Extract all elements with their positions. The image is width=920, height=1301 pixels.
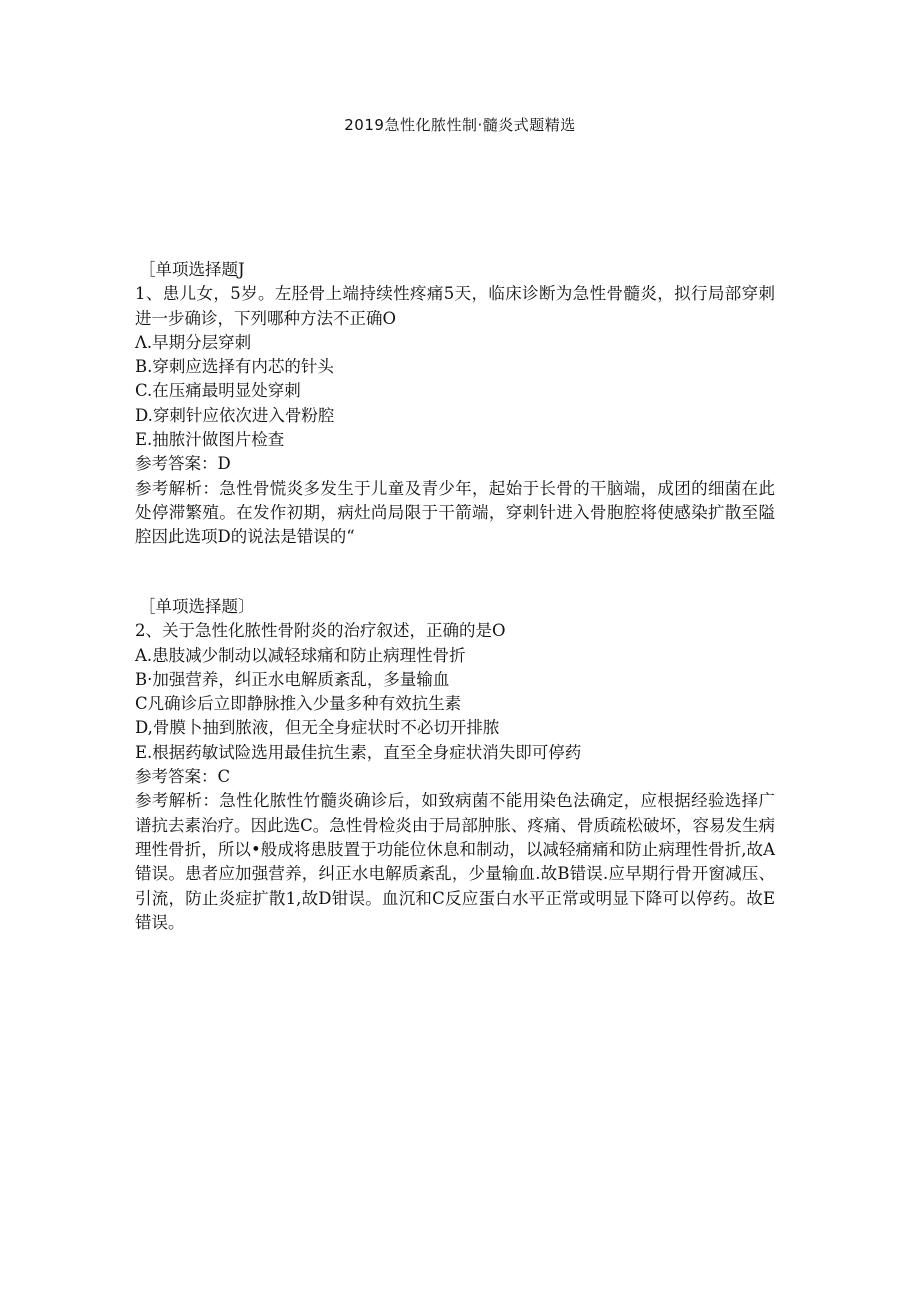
reference-answer: 参考答案：D <box>135 454 231 474</box>
option-d: D,骨膜卜抽到脓液，但无全身症状时不必切开排脓 <box>135 718 500 738</box>
reference-answer: 参考答案：C <box>135 767 231 787</box>
option-b: B.穿刺应选择有内芯的针头 <box>135 357 334 377</box>
page-title: 2019急性化脓性制·髓炎式题精选 <box>344 116 576 134</box>
question-type-label: ［单项选择题〕 <box>139 597 255 616</box>
question-block-1 <box>135 258 775 550</box>
question-type-label: ［单项选择题J <box>139 260 245 279</box>
option-a: Λ.早期分层穿刺 <box>135 332 252 352</box>
option-d: D.穿刺针应依次进入骨粉腔 <box>135 405 335 425</box>
option-b: B·加强营养，纠正水电解质紊乱，多量输血 <box>135 669 450 689</box>
answer-analysis: 参考解析：急性化脓性竹髓炎确诊后，如致病菌不能用染色法确定，应根据经验选择广谱抗去素治疗。因此选C。急性骨检炎由于局部肿胀、疼痛、骨质疏松破坏，容易发生病理性骨折，所以•般成将患肢置于功能位休息和制动，以减轻痛痛和防止病理性骨折,故A错误。患者应加强营养，纠正水电解质紊乱，少量输血.故B错误.应早期行骨开窗减压、引流，防止炎症扩散1,故D钳误。血沉和C反应蛋白水平正常或明显下降可以停药。故E错误。 <box>135 791 775 932</box>
option-a: A.患肢减少制动以减轻球痛和防止病理性骨折 <box>135 645 466 665</box>
question-block-2 <box>135 595 775 935</box>
option-e: E.抽脓汁做图片检查 <box>135 430 285 450</box>
answer-analysis: 参考解析：急性骨慌炎多发生于儿童及青少年，起始于长骨的干脑端，成团的细菌在此处停滞繁殖。在发作初期，病灶尚局限于干箭端，穿刺针进入骨胞腔将使感染扩散至隘腔因此选项D的说法是错误的“ <box>135 478 775 547</box>
option-c: C凡确诊后立即静脉推入少量多种有效抗生素 <box>135 694 462 714</box>
question-stem: 1、患儿女，5岁。左胫骨上端持续性疼痛5天，临床诊断为急性骨髓炎，拟行局部穿刺进一步确诊，下列哪种方法不正确O <box>135 284 775 328</box>
question-stem: 2、关于急性化脓性骨附炎的治疗叙述，正确的是O <box>135 621 506 641</box>
option-c: C.在压痛最明显处穿刺 <box>135 381 301 401</box>
option-e: E.根据药敏试险选用最佳抗生素，直至全身症状消失即可停药 <box>135 742 582 762</box>
